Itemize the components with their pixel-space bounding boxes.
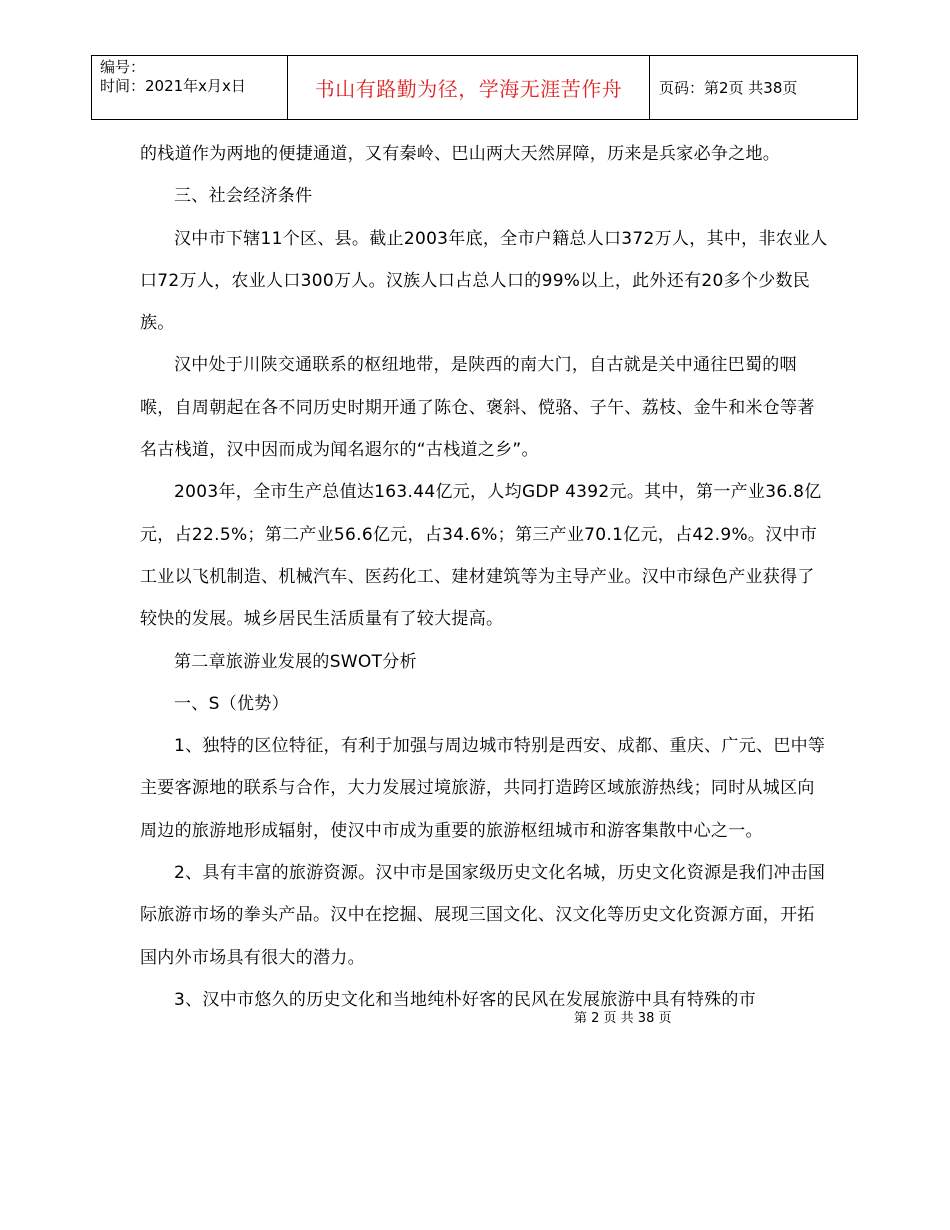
section-heading-economy: 三、社会经济条件 xyxy=(174,186,313,207)
paragraph-strength-1: 1、独特的区位特征，有利于加强与周边城市特别是西安、成都、重庆、广元、巴中等主要客源地的联系与合作，大力发展过境旅游，共同打造跨区域旅游热线；同时从城区向周边的旅游地形成辐射，使汉中市成为重要的旅游枢纽城市和游客集散中心之一。 xyxy=(140,736,826,841)
time-label: 时间：2021年x月x日 xyxy=(100,77,246,95)
paragraph-strength-2: 2、具有丰富的旅游资源。汉中市是国家级历史文化名城，历史文化资源是我们冲击国际旅游市场的拳头产品。汉中在挖掘、展现三国文化、汉文化等历史文化资源方面，开拓国内外市场具有很大的潜力。 xyxy=(140,863,826,968)
paragraph-gdp: 2003年，全市生产总值达163.44亿元，人均GDP 4392元。其中，第一产业36.8亿元，占22.5%；第二产业56.6亿元，占34.6%；第三产业70.1亿元，占42.9%。汉中市工业以飞机制造、机械汽车、医药化工、建材建筑等为主导产业。汉中市绿色产业获得了较快的发展。城乡居民生活质量有了较大提高。 xyxy=(140,482,822,630)
header-page-info: 页码：第2页 共38页 xyxy=(659,79,798,97)
header-table xyxy=(91,55,858,120)
document-body xyxy=(140,133,830,1021)
doc-number-label: 编号： xyxy=(100,58,146,76)
header-motto: 书山有路勤为径，学海无涯苦作舟 xyxy=(288,56,650,119)
paragraph-population: 汉中市下辖11个区、县。截止2003年底，全市户籍总人口372万人，其中，非农业人口72万人，农业人口300万人。汉族人口占总人口的99%以上，此外还有20多个少数民族。 xyxy=(140,228,828,334)
chapter-heading-swot: 第二章旅游业发展的SWOT分析 xyxy=(174,651,417,672)
paragraph-strength-3: 3、汉中市悠久的历史文化和当地纯朴好客的民风在发展旅游中具有特殊的市 xyxy=(174,989,757,1010)
paragraph-transport: 汉中处于川陕交通联系的枢纽地带，是陕西的南大门，自古就是关中通往巴蜀的咽喉，自周朝起在各不同历史时期开通了陈仓、褒斜、傥骆、子午、荔枝、金牛和米仓等著名古栈道，汉中因而成为闻名遐尔的“古栈道之乡”。 xyxy=(140,355,815,461)
paragraph-1: 的栈道作为两地的便捷通道，又有秦岭、巴山两大天然屏障，历来是兵家必争之地。 xyxy=(140,144,781,164)
section-heading-strengths: 一、S（优势） xyxy=(174,693,289,714)
header-meta-cell xyxy=(92,56,288,119)
page-footer: 第 2 页 共 38 页 xyxy=(574,1011,672,1026)
